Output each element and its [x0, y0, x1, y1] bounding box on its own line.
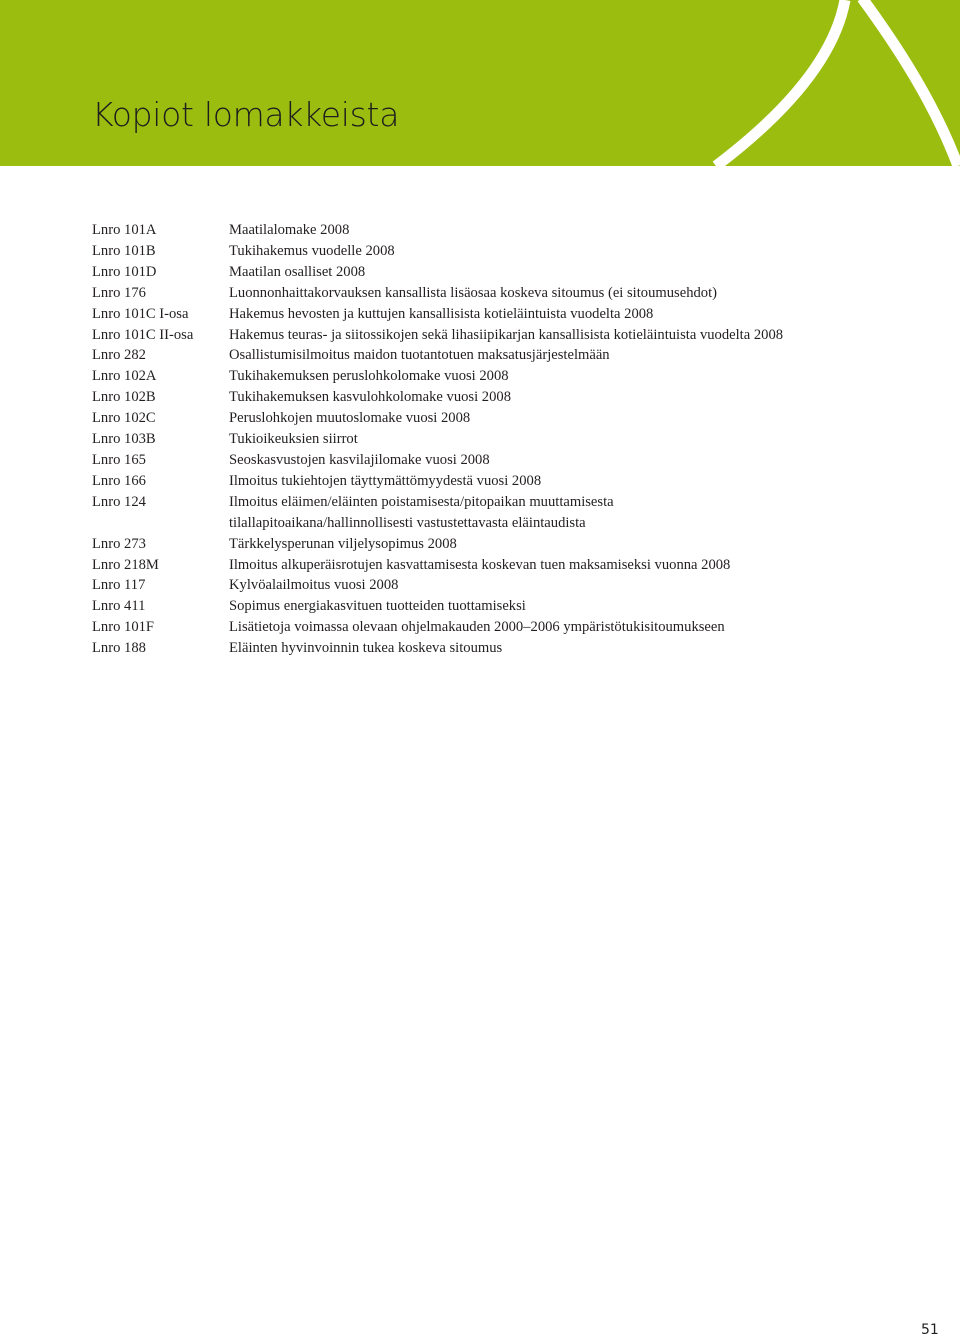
form-title: Tukihakemuksen kasvulohkolomake vuosi 2008 — [229, 389, 511, 406]
form-row — [92, 387, 932, 408]
form-row — [92, 471, 932, 492]
form-row — [92, 262, 932, 283]
form-row — [92, 513, 932, 534]
form-code: Lnro 188 — [92, 640, 146, 657]
form-title: tilallapitoaikana/hallinnollisesti vastustettavasta eläintaudista — [229, 514, 586, 531]
form-title: Ilmoitus alkuperäisrotujen kasvattamisesta koskevan tuen maksamiseksi vuonna 2008 — [229, 556, 731, 573]
form-title: Tukihakemus vuodelle 2008 — [229, 242, 395, 259]
form-title: Eläinten hyvinvoinnin tukea koskeva sitoumus — [229, 640, 503, 657]
form-title: Tärkkelysperunan viljelysopimus 2008 — [229, 535, 457, 552]
form-title: Kylvöalailmoitus vuosi 2008 — [229, 577, 399, 594]
form-code: Lnro 411 — [92, 598, 146, 615]
leaf-right-curve — [862, 0, 958, 166]
header-band — [0, 0, 960, 166]
form-title: Peruslohkojen muutoslomake vuosi 2008 — [229, 410, 471, 427]
form-row — [92, 429, 932, 450]
leaf-decoration — [0, 0, 960, 166]
form-row — [92, 220, 932, 241]
form-code: Lnro 165 — [92, 451, 146, 468]
form-code: Lnro 273 — [92, 535, 146, 552]
form-row — [92, 492, 932, 513]
form-code: Lnro 102A — [92, 368, 157, 385]
form-code: Lnro 124 — [92, 493, 146, 510]
form-title: Tukioikeuksien siirrot — [229, 431, 358, 448]
form-row — [92, 638, 932, 659]
form-row — [92, 408, 932, 429]
form-title: Osallistumisilmoitus maidon tuotantotuen maksatusjärjestelmään — [229, 347, 610, 364]
form-list — [92, 220, 932, 659]
form-code: Lnro 166 — [92, 472, 146, 489]
form-row — [92, 304, 932, 325]
form-title: Tukihakemuksen peruslohkolomake vuosi 2008 — [229, 368, 509, 385]
form-code: Lnro 176 — [92, 284, 146, 301]
form-row — [92, 366, 932, 387]
form-row — [92, 555, 932, 576]
leaf-outer-curve — [716, 0, 845, 166]
form-code: Lnro 101C I-osa — [92, 305, 189, 322]
form-title: Hakemus hevosten ja kuttujen kansallisista kotieläintuista vuodelta 2008 — [229, 305, 654, 322]
form-row — [92, 325, 932, 346]
form-code: Lnro 103B — [92, 431, 156, 448]
form-row — [92, 575, 932, 596]
form-row — [92, 617, 932, 638]
form-row — [92, 241, 932, 262]
form-code: Lnro 101F — [92, 619, 155, 636]
form-row — [92, 534, 932, 555]
form-row — [92, 345, 932, 366]
form-code: Lnro 282 — [92, 347, 146, 364]
form-code: Lnro 117 — [92, 577, 146, 594]
form-code: Lnro 102B — [92, 389, 156, 406]
form-code: Lnro 218M — [92, 556, 159, 573]
form-code — [92, 513, 229, 534]
page-title: Kopiot lomakkeista — [92, 95, 400, 134]
page-number: 51 — [921, 1322, 939, 1338]
form-title: Maatilalomake 2008 — [229, 222, 350, 238]
form-row — [92, 596, 932, 617]
form-code: Lnro 102C — [92, 410, 156, 427]
form-row — [92, 283, 932, 304]
form-code: Lnro 101C II-osa — [92, 326, 194, 343]
form-title: Hakemus teuras- ja siitossikojen sekä lihasiipikarjan kansallisista kotieläintuista vuodelta 2008 — [229, 326, 784, 343]
form-code: Lnro 101D — [92, 263, 157, 280]
form-title: Ilmoitus tukiehtojen täyttymättömyydestä vuosi 2008 — [229, 472, 542, 489]
form-title: Seoskasvustojen kasvilajilomake vuosi 2008 — [229, 451, 490, 468]
form-code: Lnro 101B — [92, 242, 156, 259]
form-title: Luonnonhaittakorvauksen kansallista lisäosaa koskeva sitoumus (ei sitoumusehdot) — [229, 284, 717, 301]
form-row — [92, 450, 932, 471]
form-title: Ilmoitus eläimen/eläinten poistamisesta/pitopaikan muuttamisesta — [229, 493, 614, 510]
form-title: Sopimus energiakasvituen tuotteiden tuottamiseksi — [229, 598, 526, 615]
form-title: Maatilan osalliset 2008 — [229, 263, 366, 280]
form-title: Lisätietoja voimassa olevaan ohjelmakauden 2000–2006 ympäristötukisitoumukseen — [229, 619, 725, 636]
form-code: Lnro 101A — [92, 222, 157, 238]
